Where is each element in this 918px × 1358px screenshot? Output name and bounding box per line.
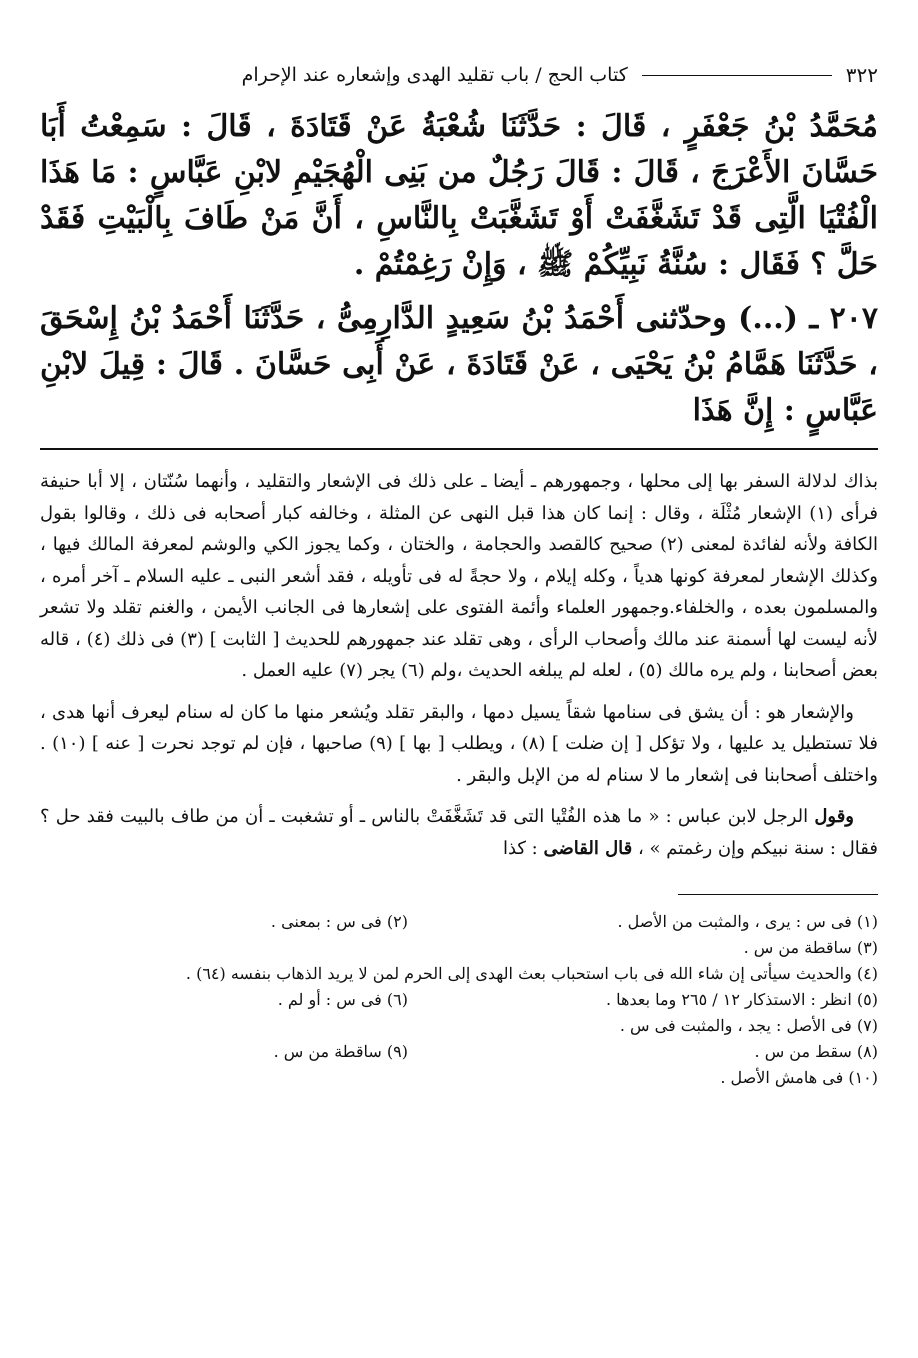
page-number: ٣٢٢ [845, 63, 878, 87]
hadith-paragraph: ٢٠٧ ـ (...) وحدّثنى أَحْمَدُ بْنُ سَعِيدٍ الدَّارِمِىُّ ، حَدَّثَنَا أَحْمَدُ بْنُ إِسْحَقَ ، حَدَّثَنَا هَمَّامُ بْنُ يَحْيَى ، عَنْ قَتَادَةَ ، عَنْ أَبِى حَسَّانَ . قَالَ : قِيلَ لابْنِ عَبَّاسٍ : إِنَّ هَذَا [40, 301, 878, 428]
footnote-8: (٨) سقط من س . [754, 1042, 878, 1061]
commentary-paragraph: بذاك لدلالة السفر بها إلى محلها ، وجمهورهم ـ أيضا ـ على ذلك فى الإشعار والتقليد ، وأنهما سُنّتان ، إلا أبا حنيفة فرأى (١) الإشعار مُثْلَة ، وقال : إنما كان هذا قبل النهى عن المثلة ، وخالفه كبار أصحابه فى ذلك ، وقالوا بقول الكافة ولأنه لفائدة لمعنى (٢) صحيح كالقصد والحجامة ، والختان ، وكما يجوز الكي والوشم لمعرفة المالك فيها ، وكذلك الإشعار لمعرفة كونها هدياً ، وكله إيلام ، ولا حجةً له فى تأويله ، فقد أشعر النبى ـ عليه السلام ـ آخر أمره ، والمسلمون بعده ، والخلفاء.وجمهور العلماء وأئمة الفتوى على إشعارها فى الجانب الأيمن ، والغنم تقلد ولا تشعر لأنه ليست لها أسمنة عند مالك وأصحاب الرأى ، وهى تقلد عند جمهورهم للحديث [ الثابت ] (٣) فى ذلك (٤) ، قاله بعض أصحابنا ، ولم يره مالك (٥) ، لعله لم يبلغه الحديث ،ولم (٦) يجر (٧) عليه العمل . [40, 471, 878, 681]
hadith-text [40, 104, 878, 434]
footnote-row [40, 909, 878, 935]
running-title: كتاب الحج / باب تقليد الهدى وإشعاره عند الإحرام [241, 64, 628, 86]
page-header [40, 58, 878, 92]
footnotes [40, 909, 878, 1091]
footnote-3: (٣) ساقطة من س . [743, 938, 878, 957]
footnote-row [40, 1039, 878, 1065]
footnote-5: (٥) انظر : الاستذكار ١٢ / ٢٦٥ وما بعدها . [605, 990, 878, 1009]
footnote-row [40, 935, 878, 961]
footnote-9: (٩) ساقطة من س . [273, 1042, 408, 1061]
commentary-text: : كذا [502, 837, 544, 859]
footnote-row [40, 1013, 878, 1039]
footnote-6: (٦) فى س : أو لم . [277, 990, 408, 1009]
footnote-10: (١٠) فى هامش الأصل . [720, 1068, 878, 1087]
footnote-4: (٤) والحديث سيأتى إن شاء الله فى باب استحباب بعث الهدى إلى الحرم لمن لا يريد الذهاب بنفسه (٦٤) . [185, 964, 878, 983]
commentary-paragraph [40, 801, 878, 864]
footnote-row [40, 987, 878, 1013]
footnote-7: (٧) فى الأصل : يجد ، والمثبت فى س . [619, 1016, 878, 1035]
hadith-paragraph: مُحَمَّدُ بْنُ جَعْفَرٍ ، قَالَ : حَدَّثَنَا شُعْبَةُ عَنْ قَتَادَةَ ، قَالَ : سَمِعْتُ أَبَا حَسَّانَ الأَعْرَجَ ، قَالَ : قَالَ رَجُلٌ من بَنِى الْهُجَيْمِ لابْنِ عَبَّاسٍ : مَا هَذَا الْفُتْيَا الَّتِى قَدْ تَشَغَّفَتْ أَوْ تَشَغَّبَتْ بِالنَّاسِ ، أَنَّ مَنْ طَافَ بِالْبَيْتِ فَقَدْ حَلَّ ؟ فَقَال : سُنَّةُ نَبِيِّكُمْ ﷺ ، وَإِنْ رَغِمْتُمْ . [40, 109, 878, 282]
header-rule [642, 75, 832, 76]
footnote-2: (٢) فى س : بمعنى . [270, 912, 408, 931]
commentary [40, 466, 878, 864]
footnote-row [40, 961, 878, 987]
commentary-paragraph: والإشعار هو : أن يشق فى سنامها شقاً يسيل دمها ، والبقر تقلد ويُشعر منها ما كان له سنام ليعرف أنها هدى ، فلا تستطيل يد عليها ، ولا تؤكل [ إن ضلت ] (٨) ، ويطلب [ بها ] (٩) صاحبها ، فإن لم توجد نحرت [ عنه ] (١٠) . واختلف أصحابنا فى إشعار ما لا سنام له من الإبل والبقر . [40, 701, 879, 786]
footnote-rule [678, 894, 878, 895]
section-divider [40, 448, 878, 450]
commentary-lead: وقول [814, 806, 854, 827]
footnote-1: (١) فى س : يرى ، والمثبت من الأصل . [617, 912, 878, 931]
footnote-row [40, 1065, 878, 1091]
commentary-speaker: قال القاضى [543, 837, 633, 859]
commentary-text: الرجل لابن عباس : « ما هذه الفُتْيا التى قد تَشَغَّفَتْ بالناس ـ أو تشغبت ـ أن من طاف بالبيت فقد حل ؟ فقال : سنة نبيكم وإن رغمتم » ، [40, 806, 878, 859]
